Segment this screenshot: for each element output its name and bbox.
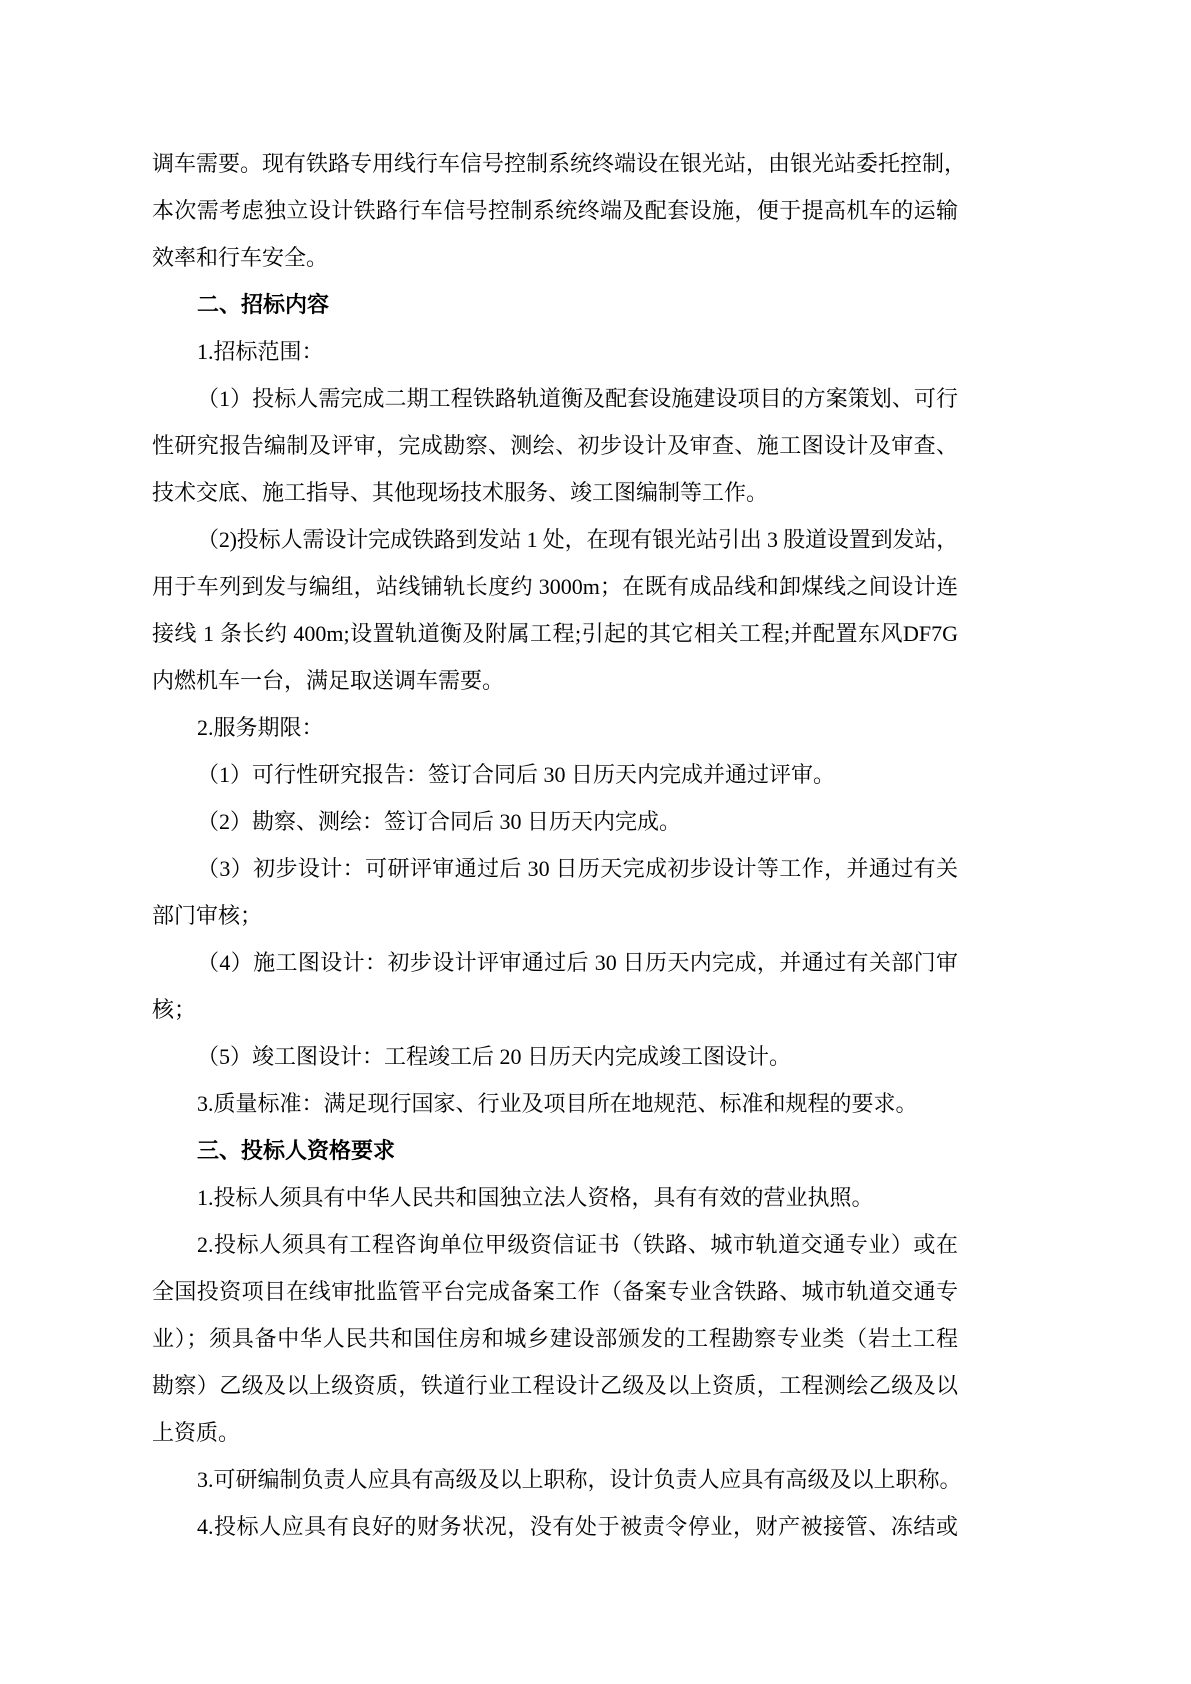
text-line: 1.招标范围： <box>197 339 324 364</box>
service-period-item-1 <box>152 751 958 798</box>
service-period-item-3 <box>152 845 958 939</box>
section-heading-text: 二、招标内容 <box>197 292 330 317</box>
text-line: 接线 1 条长约 400m;设置轨道衡及附属工程;引起的其它相关工程;并配置东风DF7G <box>152 621 958 646</box>
text-line: 效率和行车安全。 <box>152 245 329 270</box>
service-period-item-4 <box>152 939 958 1033</box>
text-line: （4）施工图设计：初步设计评审通过后 30 日历天内完成，并通过有关部门审 <box>197 950 958 975</box>
text-line: 1.投标人须具有中华人民共和国独立法人资格，具有有效的营业执照。 <box>197 1185 874 1210</box>
text-line: 勘察）乙级及以上级资质，铁道行业工程设计乙级及以上资质，工程测绘乙级及以 <box>152 1373 958 1398</box>
text-line: （5）竣工图设计：工程竣工后 20 日历天内完成竣工图设计。 <box>197 1044 792 1069</box>
text-line: （3）初步设计：可研评审通过后 30 日历天完成初步设计等工作，并通过有关 <box>197 856 958 881</box>
text-line: 2.服务期限： <box>197 715 324 740</box>
scope-label <box>152 328 958 375</box>
text-line: 用于车列到发与编组，站线铺轨长度约 3000m；在既有成品线和卸煤线之间设计连 <box>152 574 958 599</box>
qualification-item-4 <box>152 1503 958 1550</box>
qualification-item-1 <box>152 1174 958 1221</box>
text-line: 上资质。 <box>152 1420 241 1445</box>
text-line: 内燃机车一台，满足取送调车需要。 <box>152 668 505 693</box>
text-line: （1）可行性研究报告：签订合同后 30 日历天内完成并通过评审。 <box>197 762 836 787</box>
text-line: 部门审核； <box>152 903 263 928</box>
section-heading-qualifications <box>152 1127 958 1174</box>
text-line: （2)投标人需设计完成铁路到发站 1 处，在现有银光站引出 3 股道设置到发站， <box>197 527 958 552</box>
qualification-item-2 <box>152 1221 958 1456</box>
quality-standard <box>152 1080 958 1127</box>
service-period-item-2 <box>152 798 958 845</box>
text-line: 业）；须具备中华人民共和国住房和城乡建设部颁发的工程勘察专业类（岩土工程 <box>152 1326 958 1351</box>
text-line: （1）投标人需完成二期工程铁路轨道衡及配套设施建设项目的方案策划、可行 <box>197 386 958 411</box>
scope-item-1 <box>152 375 958 516</box>
scope-item-2 <box>152 516 958 704</box>
section-heading-bidding-content <box>152 281 958 328</box>
text-line: 核； <box>152 997 197 1022</box>
service-period-item-5 <box>152 1033 958 1080</box>
text-line: （2）勘察、测绘：签订合同后 30 日历天内完成。 <box>197 809 682 834</box>
qualification-item-3 <box>152 1456 962 1503</box>
text-line: 本次需考虑独立设计铁路行车信号控制系统终端及配套设施，便于提高机车的运输 <box>152 198 958 223</box>
section-heading-text: 三、投标人资格要求 <box>197 1138 396 1163</box>
text-line: 全国投资项目在线审批监管平台完成备案工作（备案专业含铁路、城市轨道交通专 <box>152 1279 958 1304</box>
text-line: 2.投标人须具有工程咨询单位甲级资信证书（铁路、城市轨道交通专业）或在 <box>197 1232 958 1257</box>
text-line: 3.可研编制负责人应具有高级及以上职称，设计负责人应具有高级及以上职称。 <box>197 1467 962 1492</box>
text-line: 性研究报告编制及评审，完成勘察、测绘、初步设计及审查、施工图设计及审查、 <box>152 433 958 458</box>
service-period-label <box>152 704 958 751</box>
document-body <box>152 140 967 1550</box>
text-line: 4.投标人应具有良好的财务状况，没有处于被责令停业，财产被接管、冻结或 <box>197 1514 958 1539</box>
intro-paragraph <box>152 140 967 281</box>
text-line: 调车需要。现有铁路专用线行车信号控制系统终端设在银光站，由银光站委托控制， <box>152 151 967 176</box>
text-line: 技术交底、施工指导、其他现场技术服务、竣工图编制等工作。 <box>152 480 769 505</box>
text-line: 3.质量标准：满足现行国家、行业及项目所在地规范、标准和规程的要求。 <box>197 1091 918 1116</box>
